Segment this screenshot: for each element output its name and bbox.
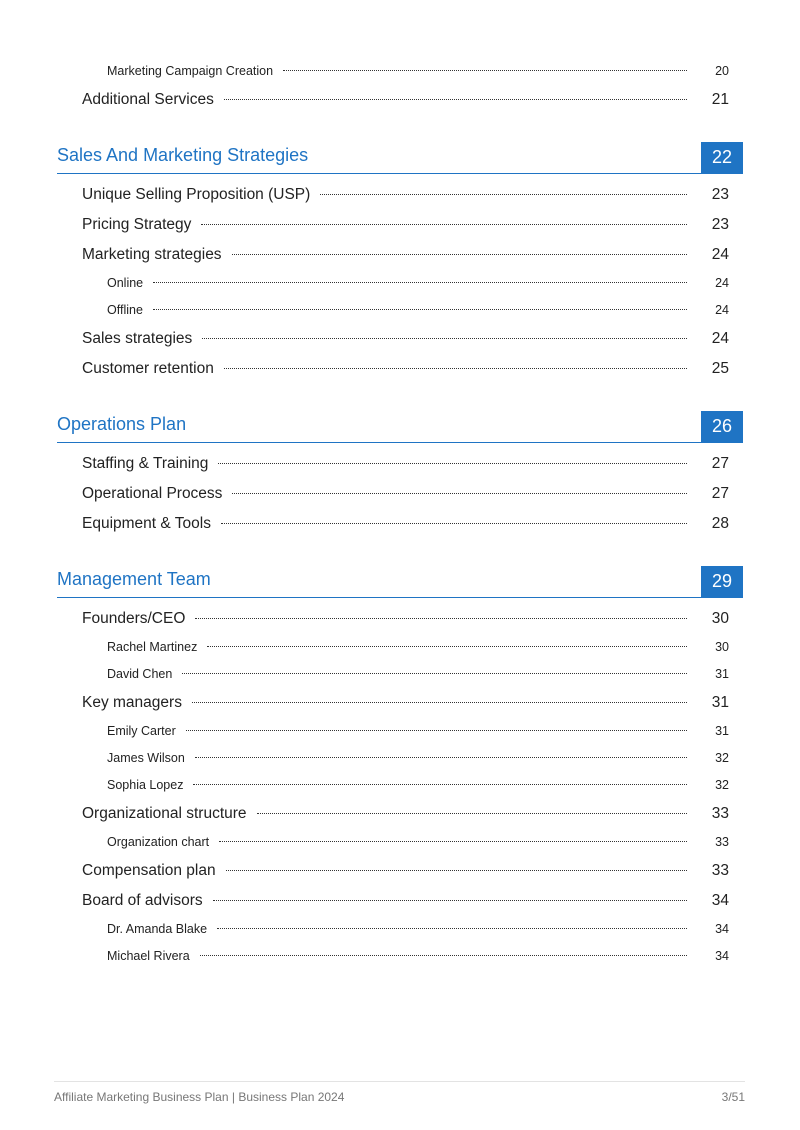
dot-leader bbox=[153, 282, 687, 283]
toc-entry-page: 34 bbox=[715, 949, 729, 963]
dot-leader bbox=[213, 900, 687, 901]
toc-subentry[interactable] bbox=[57, 949, 743, 976]
toc-entry-page: 34 bbox=[711, 892, 729, 909]
toc-entry-page: 33 bbox=[711, 805, 729, 822]
dot-leader bbox=[320, 194, 687, 195]
toc-entry-label: Marketing strategies bbox=[82, 246, 222, 263]
toc-entry-page: 30 bbox=[711, 610, 729, 627]
toc-entry-page: 24 bbox=[715, 276, 729, 290]
toc-section-page-badge: 26 bbox=[701, 411, 743, 442]
toc-entry-label: Operational Process bbox=[82, 485, 223, 502]
dot-leader bbox=[283, 70, 687, 71]
dot-leader bbox=[186, 730, 687, 731]
toc-entry-label: Sophia Lopez bbox=[107, 778, 184, 792]
toc-entry-label: Additional Services bbox=[82, 91, 214, 108]
toc-entry[interactable] bbox=[57, 694, 743, 724]
toc-entry[interactable] bbox=[57, 455, 743, 485]
toc-subentry[interactable] bbox=[57, 667, 743, 694]
toc-entry-page: 28 bbox=[711, 515, 729, 532]
toc-entry-label: Organizational structure bbox=[82, 805, 247, 822]
toc-entry-page: 31 bbox=[715, 724, 729, 738]
toc-entry[interactable] bbox=[57, 246, 743, 276]
toc-entry-label: Rachel Martinez bbox=[107, 640, 198, 654]
dot-leader bbox=[221, 523, 687, 524]
toc-entry-page: 23 bbox=[711, 186, 729, 203]
toc-section-page-badge: 22 bbox=[701, 142, 743, 173]
toc-entry-label: David Chen bbox=[107, 667, 173, 681]
toc-entry-label: Founders/CEO bbox=[82, 610, 186, 627]
dot-leader bbox=[217, 928, 687, 929]
dot-leader bbox=[202, 338, 687, 339]
toc-section-title: Management Team bbox=[57, 569, 211, 589]
toc-entry[interactable] bbox=[57, 91, 743, 121]
dot-leader bbox=[193, 784, 687, 785]
toc-entry-label: Compensation plan bbox=[82, 862, 216, 879]
dot-leader bbox=[232, 254, 687, 255]
toc-entry-page: 23 bbox=[711, 216, 729, 233]
dot-leader bbox=[224, 99, 687, 100]
dot-leader bbox=[218, 463, 687, 464]
toc-entry-page: 27 bbox=[711, 485, 729, 502]
toc-entry-label: Pricing Strategy bbox=[82, 216, 192, 233]
toc-entry-label: Unique Selling Proposition (USP) bbox=[82, 186, 311, 203]
dot-leader bbox=[232, 493, 687, 494]
dot-leader bbox=[207, 646, 687, 647]
toc-entry[interactable] bbox=[57, 610, 743, 640]
dot-leader bbox=[195, 618, 687, 619]
toc-entry-page: 31 bbox=[715, 667, 729, 681]
toc-subentry[interactable] bbox=[57, 751, 743, 778]
toc-entry-label: Sales strategies bbox=[82, 330, 193, 347]
toc-entry-label: Offline bbox=[107, 303, 143, 317]
toc-entry[interactable] bbox=[57, 485, 743, 515]
toc-subentry[interactable] bbox=[57, 778, 743, 805]
table-of-contents bbox=[57, 64, 743, 976]
toc-section-title: Operations Plan bbox=[57, 414, 187, 434]
toc-subentry[interactable] bbox=[57, 724, 743, 751]
toc-section-heading[interactable] bbox=[57, 410, 743, 443]
toc-entry-label: Customer retention bbox=[82, 360, 214, 377]
toc-entry-page: 24 bbox=[711, 330, 729, 347]
toc-entry-label: Marketing Campaign Creation bbox=[107, 64, 274, 78]
toc-entry-page: 32 bbox=[715, 751, 729, 765]
dot-leader bbox=[226, 870, 687, 871]
toc-entry-page: 24 bbox=[711, 246, 729, 263]
toc-subentry[interactable] bbox=[57, 922, 743, 949]
toc-subentry[interactable] bbox=[57, 640, 743, 667]
toc-subentry[interactable] bbox=[57, 303, 743, 330]
toc-entry-page: 24 bbox=[715, 303, 729, 317]
toc-entry-label: Board of advisors bbox=[82, 892, 203, 909]
toc-entry-label: Emily Carter bbox=[107, 724, 176, 738]
toc-entry-page: 21 bbox=[711, 91, 729, 108]
toc-subentry[interactable] bbox=[57, 276, 743, 303]
toc-entry-label: Online bbox=[107, 276, 144, 290]
dot-leader bbox=[224, 368, 687, 369]
toc-entry[interactable] bbox=[57, 515, 743, 545]
toc-entry-page: 31 bbox=[711, 694, 729, 711]
toc-entry[interactable] bbox=[57, 360, 743, 390]
toc-section-page-badge: 29 bbox=[701, 566, 743, 597]
page-footer bbox=[54, 1081, 745, 1104]
dot-leader bbox=[182, 673, 687, 674]
toc-entry-label: Michael Rivera bbox=[107, 949, 190, 963]
toc-entry[interactable] bbox=[57, 186, 743, 216]
toc-entry-page: 33 bbox=[711, 862, 729, 879]
toc-entry-page: 34 bbox=[715, 922, 729, 936]
toc-entry[interactable] bbox=[57, 216, 743, 246]
toc-section-heading[interactable] bbox=[57, 565, 743, 598]
dot-leader bbox=[200, 955, 687, 956]
dot-leader bbox=[219, 841, 687, 842]
toc-section-title: Sales And Marketing Strategies bbox=[57, 145, 309, 165]
toc-entry-label: Staffing & Training bbox=[82, 455, 209, 472]
dot-leader bbox=[195, 757, 687, 758]
toc-entry-label: Key managers bbox=[82, 694, 182, 711]
dot-leader bbox=[257, 813, 687, 814]
dot-leader bbox=[201, 224, 687, 225]
toc-entry-page: 27 bbox=[711, 455, 729, 472]
toc-entry-label: Organization chart bbox=[107, 835, 210, 849]
toc-subentry[interactable] bbox=[57, 64, 743, 91]
toc-entry-label: Equipment & Tools bbox=[82, 515, 211, 532]
toc-entry[interactable] bbox=[57, 805, 743, 835]
toc-section-heading[interactable] bbox=[57, 141, 743, 174]
toc-entry-page: 20 bbox=[715, 64, 729, 78]
toc-entry-page: 25 bbox=[711, 360, 729, 377]
toc-entry-label: James Wilson bbox=[107, 751, 185, 765]
dot-leader bbox=[192, 702, 687, 703]
toc-entry[interactable] bbox=[57, 862, 743, 892]
toc-entry-page: 32 bbox=[715, 778, 729, 792]
toc-entry-page: 30 bbox=[715, 640, 729, 654]
toc-entry[interactable] bbox=[57, 892, 743, 922]
footer-page-number: 3/51 bbox=[721, 1090, 745, 1104]
footer-title: Affiliate Marketing Business Plan | Business Plan 2024 bbox=[54, 1090, 345, 1104]
toc-entry-page: 33 bbox=[715, 835, 729, 849]
toc-entry[interactable] bbox=[57, 330, 743, 360]
toc-entry-label: Dr. Amanda Blake bbox=[107, 922, 208, 936]
dot-leader bbox=[153, 309, 687, 310]
toc-subentry[interactable] bbox=[57, 835, 743, 862]
